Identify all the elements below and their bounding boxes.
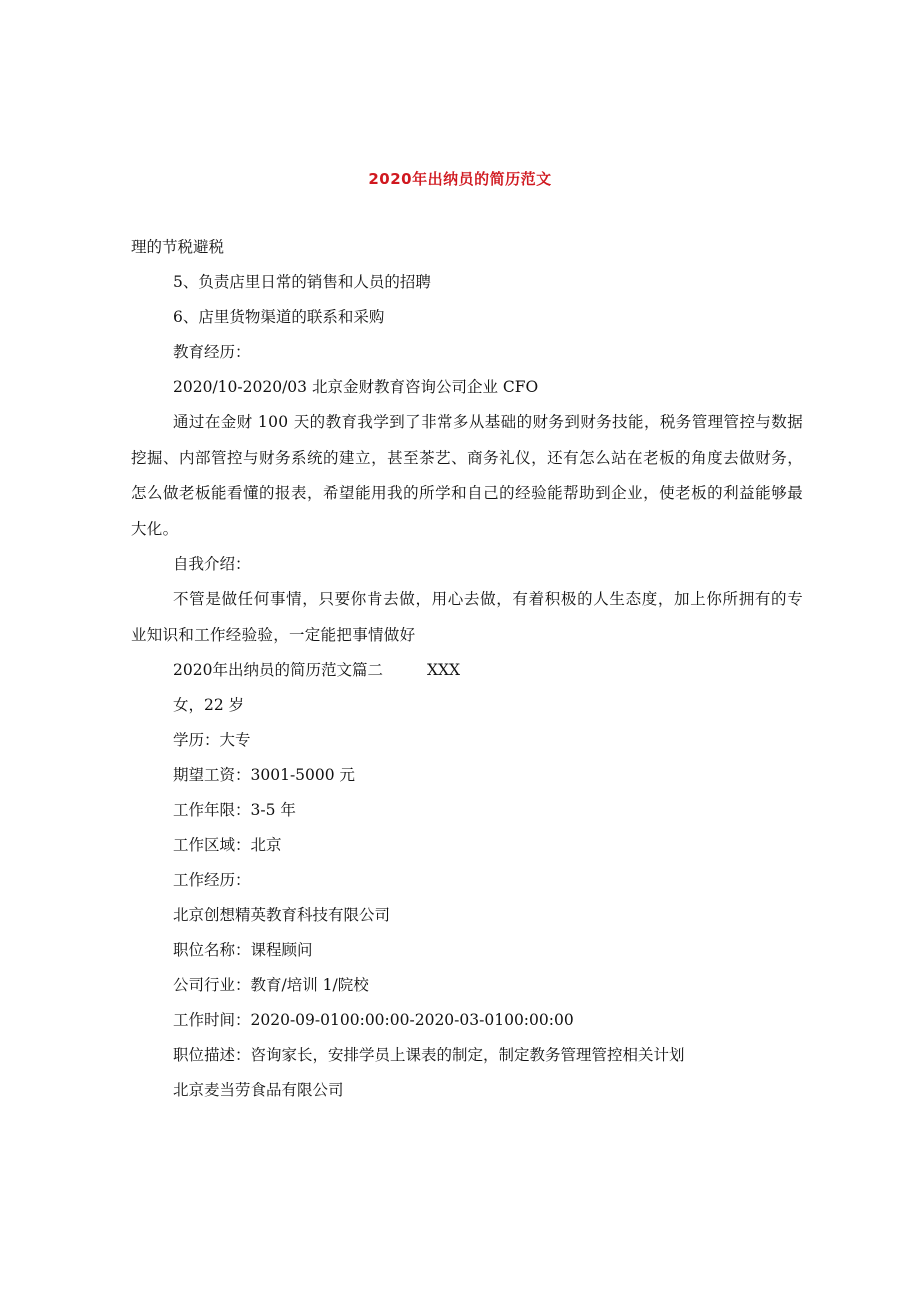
work-area: 工作区域：北京 [173,836,282,854]
gender-age: 女，22 岁 [173,696,245,714]
education-level: 学历：大专 [173,731,251,749]
work-time: 工作时间：2020-09-0100:00:00-2020-03-0100:00:00 [173,1011,574,1029]
resume-two-header [131,653,803,688]
company-name-2: 北京麦当劳食品有限公司 [173,1081,344,1099]
resume-two-name: XXX [426,661,461,679]
resume-two-title: 2020年出纳员的简历范文篇二 [173,661,383,679]
self-intro-heading: 自我介绍： [173,555,251,573]
job-description: 职位描述：咨询家长，安排学员上课表的制定，制定教务管理管控相关计划 [173,1046,685,1064]
education-entry: 2020/10-2020/03 北京金财教育咨询公司企业 CFO [173,378,539,396]
work-years: 工作年限：3-5 年 [173,801,296,819]
job-title: 职位名称：课程顾问 [173,941,313,959]
self-intro-text: 不管是做任何事情，只要你肯去做，用心去做，有着积极的人生态度，加上你所拥有的专业知识和工作经验验，一定能把事情做好 [131,590,803,644]
duty-item-5: 5、负责店里日常的销售和人员的招聘 [173,273,431,291]
education-heading: 教育经历： [173,343,251,361]
work-history-heading: 工作经历： [173,871,251,889]
education-description: 通过在金财 100 天的教育我学到了非常多从基础的财务到财务技能，税务管理管控与数据挖掘、内部管控与财务系统的建立，甚至茶艺、商务礼仪，还有怎么站在老板的角度去做财务，怎么做老板能看懂的报表，希望能用我的所学和自己的经验能帮助到企业，使老板的利益能够最大化。 [131,413,803,538]
company-name: 北京创想精英教育科技有限公司 [173,906,391,924]
document-title: 2020年出纳员的简历范文 [368,170,552,188]
expected-salary: 期望工资：3001-5000 元 [173,766,356,784]
company-industry: 公司行业：教育/培训 1/院校 [173,976,369,994]
text-line: 理的节税避税 [131,238,225,256]
duty-item-6: 6、店里货物渠道的联系和采购 [173,308,385,326]
document-body [131,230,803,1108]
